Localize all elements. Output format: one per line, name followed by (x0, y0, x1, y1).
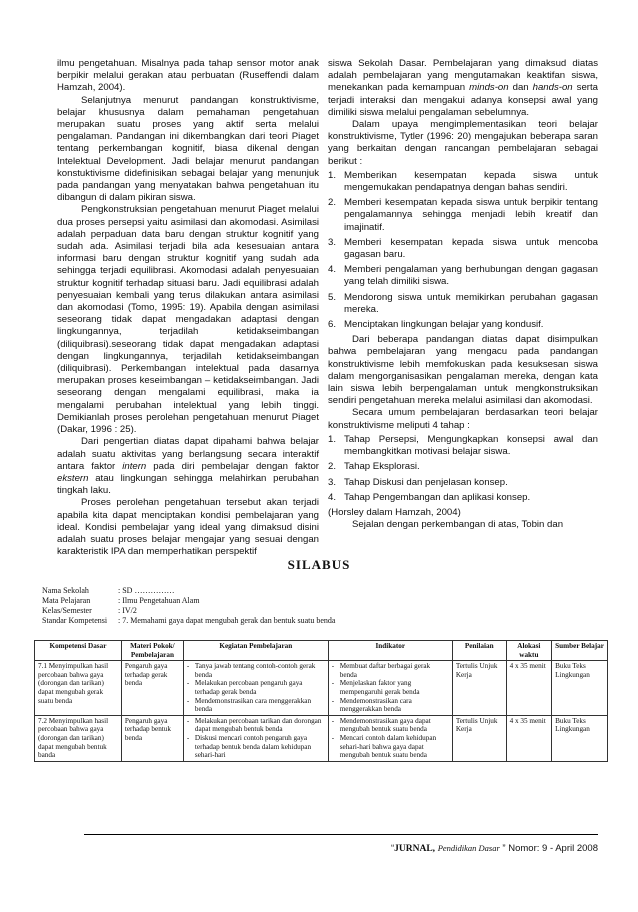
paragraph: Pengkonstruksian pengetahuan menurut Piaget melalui dua proses persepsi yaitu asimilasi dan akomodasi. Asimilasi adalah perpaduan data baru dengan struktur kognitif yang sudah ada. Asimilasi terjadi bila ada kesesuaian antara informasi baru dengan struktur kognitif yang sudah ada sehingga terjadi equilibrasi. Akomodasi adalah penyesuaian struktur kognitif terhadap situasi baru. Jadi equilibrasi adalah penyesuaian kembali yang terus dilakukan antara asimilasi dan akomodasi (Tomo, 1995: 19). Apabila dengan asimilasi seseorang tidak dapat mengadakan adaptasi dengan lingkungannya, terjadilah ketidakseimbangan (diliquibrasi).seseorang tidak dapat mengadakan adaptasi dengan lingkungannya, terjadilah ketidakseimbangan (diliquibrasi). Perkembangan intelektual pada dasarnya merupakan proses keseimbangan – ketidakseimbangan. Jadi seseorang dengan mengalami equilibrasi, maka ia mengalami perubahan intelektual yang lebih tinggi. Demikianlah proses perolehan pengetahuan menurut Piaget (Dakar, 1996 : 25). (57, 204, 319, 436)
left-column (57, 58, 319, 558)
paragraph: Dari beberapa pandangan diatas dapat disimpulkan bahwa pembelajaran yang mengacu pada pandangan konstruktivisme lebih memfokuskan pada kesuksesan siswa dalam mengorganisasikan pengalaman mereka, dengan kata lain siswa lebih berpengalaman untuk mengkonstruksikan sendiri pengetahuan mereka melalui asimilasi dan akomodasi. (328, 334, 598, 407)
list-item: 4. Tahap Pengembangan dan aplikasi konsep. (328, 491, 531, 503)
silabus-title: SILABUS (287, 557, 351, 572)
paragraph: Dalam upaya mengimplementasikan teori belajar konstruktivisme, Tytler (1996: 20) mengajukan beberapa saran yang berkaitan dengan rancangan pembelajaran sebagai berikut : (328, 119, 598, 167)
paragraph: Proses perolehan pengetahuan tersebut akan terjadi apabila kita dapat menciptakan kondisi pembelajaran yang ideal. Kondisi pembelajar yang ideal yang dimaksud disini adalah suatu proses belajar mengajar yang sesuai dengan karakteristik IPA dan memperhatikan perspektif (57, 497, 319, 558)
column-header: Alokasi waktu (506, 641, 552, 661)
table-cell (183, 715, 328, 761)
list-item: - Melakukan percobaan pengaruh gaya terhadap gerak benda (187, 679, 325, 696)
list-item: - Mendemonstrasikan gaya dapat mengubah bentuk suatu benda (332, 717, 449, 734)
table-cell: 7.2 Menyimpulkan hasil percobaan bahwa gaya (dorongan dan tarikan) dapat mengubah bentuk banda (35, 715, 122, 761)
citation: (Horsley dalam Hamzah, 2004) (328, 506, 461, 518)
list-item: 2. Tahap Eksplorasi. (328, 461, 420, 473)
suggestion-list (328, 170, 598, 331)
list-item: 6. Menciptakan lingkungan belajar yang kondusif. (328, 319, 544, 331)
table-cell: 4 x 35 menit (506, 715, 552, 761)
table-cell (183, 661, 328, 716)
italic-term: minds-on (469, 82, 509, 94)
italic-term: ekstern (57, 472, 89, 484)
list-item: - Membuat daftar berbagai gerak benda (332, 662, 449, 679)
journal-subtitle: Pendidikan Dasar (437, 843, 500, 853)
list-item: - Mendemonstrasikan cara menggerakkan benda (332, 697, 449, 714)
paragraph: Sejalan dengan perkembangan di atas, Tobin dan (352, 519, 564, 531)
list-item: 2. Memberi kesempatan kepada siswa untuk berpikir tentang pengalamannya sehingga menjadi lebih kreatif dan imajinatif. (328, 197, 598, 233)
meta-row: Nama Sekolah : SD …………… (42, 586, 175, 595)
footer-rule (84, 834, 598, 835)
column-header: Sumber Belajar (552, 641, 608, 661)
journal-footer: “JURNAL, Pendidikan Dasar ” Nomor: 9 - April 2008 (390, 843, 598, 854)
table-cell: 4 x 35 menit (506, 661, 552, 716)
italic-term: hands-on (532, 82, 573, 94)
issue-number: Nomor: 9 - April 2008 (508, 843, 598, 854)
silabus-table (34, 640, 608, 762)
list-item: 3. Tahap Diskusi dan penjelasan konsep. (328, 476, 508, 488)
table-cell: Buku Teks Lingkungan (552, 661, 608, 716)
table-cell: Pengaruh gaya terhadap gerak benda (121, 661, 183, 716)
list-item: 1. Tahap Persepsi, Mengungkapkan konsepsi awal dan membangkitkan motivasi belajar siswa. (328, 433, 598, 458)
list-item: 5. Mendorong siswa untuk memikirkan perubahan gagasan mereka. (328, 291, 598, 315)
column-header: Materi Pokok/ Pembelajaran (121, 641, 183, 661)
italic-term: intern (122, 460, 147, 472)
column-header: Kompetensi Dasar (35, 641, 122, 661)
table-header-row (35, 641, 608, 661)
list-item: - Mencari contoh dalam kehidupan sehari-hari bahwa gaya dapat mengubah bentuk suatu benda (332, 734, 449, 760)
silabus-meta (42, 586, 335, 626)
meta-row: Mata Pelajaran : Ilmu Pengetahuan Alam (42, 596, 200, 605)
right-column (328, 58, 598, 531)
meta-row: Kelas/Semester : IV/2 (42, 606, 137, 615)
table-row (35, 715, 608, 761)
paragraph: Selanjutnya menurut pandangan konstruktivisme, belajar khususnya dalam pemahaman pengetahuan merupakan suatu proses yang aktif serta melalui pengalaman. Pandangan ini dikembangkan dari teori Piaget tentang perkembangan kognitif, biasa dikenal dengan Intelektual Development. Jadi belajar menurut pandangan konstuktivisme didefinisikan sebagai belajar yang menunjuk pada pandangan yang menyatakan bahwa pengetahuan itu dibangun di dalam pikiran siswa. (57, 94, 319, 204)
table-cell: Pengaruh gaya terhadap bentuk benda (121, 715, 183, 761)
list-item: - Menjelaskan faktor yang mempengaruhi gerak benda (332, 679, 449, 696)
list-item: - Diskusi mencari contoh pengaruh gaya terhadap bentuk benda dalam kehidupan sehari-hari (187, 734, 325, 760)
paragraph: Dari pengertian diatas dapat dipahami bahwa belajar adalah suatu aktivitas yang berlangsung secara interaktif antara faktor intern pada diri pembelajar dengan faktor ekstern atau lingkungan sehingga melahirkan perubahan tingkah laku. (57, 436, 320, 497)
stage-list (328, 434, 598, 504)
list-item: 1. Memberikan kesempatan kepada siswa untuk mengemukakan pendapatnya dengan bahas sendiri. (328, 169, 598, 194)
journal-name: JURNAL, (394, 844, 436, 854)
table-row (35, 661, 608, 716)
column-header: Indikator (328, 641, 452, 661)
table-cell: Tertulis Unjuk Kerja (452, 715, 506, 761)
list-item: - Tanya jawab tentang contoh-contoh gerak benda (187, 662, 325, 679)
table-cell: Buku Teks Lingkungan (552, 715, 608, 761)
column-header: Penilaian (452, 641, 506, 661)
table-cell (328, 661, 452, 716)
table-cell: Tertulis Unjuk Kerja (452, 661, 506, 716)
paragraph: Secara umum pembelajaran berdasarkan teori belajar konstruktivisme meliputi 4 tahap : (328, 407, 598, 431)
meta-row: Standar Kompetensi : 7. Memahami gaya dapat mengubah gerak dan bentuk suatu benda (42, 616, 336, 625)
paragraph: ilmu pengetahuan. Misalnya pada tahap sensor motor anak berpikir melalui gerakan atau perbuatan (Ruseffendi dalam Hamzah, 2004). (57, 58, 319, 94)
list-item: - Mendemonstrasikan cara menggerakkan benda (187, 697, 325, 714)
list-item: 4. Memberi pengalaman yang berhubungan dengan gagasan yang telah dimiliki siswa. (328, 264, 598, 288)
table-cell: 7.1 Menyimpulkan hasil percobaan bahwa gaya (dorongan dan tarikan) dapat mengubah gerak suatu benda (35, 661, 122, 716)
column-header: Kegiatan Pembelajaran (183, 641, 328, 661)
paragraph: siswa Sekolah Dasar. Pembelajaran yang dimaksud diatas adalah pembelajaran yang mengutamakan keaktifan siswa, menekankan pada kemampuan minds-on dan hands-on serta terjadi interaksi dan mengakui adanya konsepsi awal yang dimiliki siswa melalui pengalaman sebelumnya. (328, 58, 598, 118)
list-item: 3. Memberi kesempatan kepada siswa untuk mencoba gagasan baru. (328, 236, 598, 261)
list-item: - Melakukan percobaan tarikan dan dorongan dapat mengubah bentuk benda (187, 717, 325, 734)
table-cell (328, 715, 452, 761)
